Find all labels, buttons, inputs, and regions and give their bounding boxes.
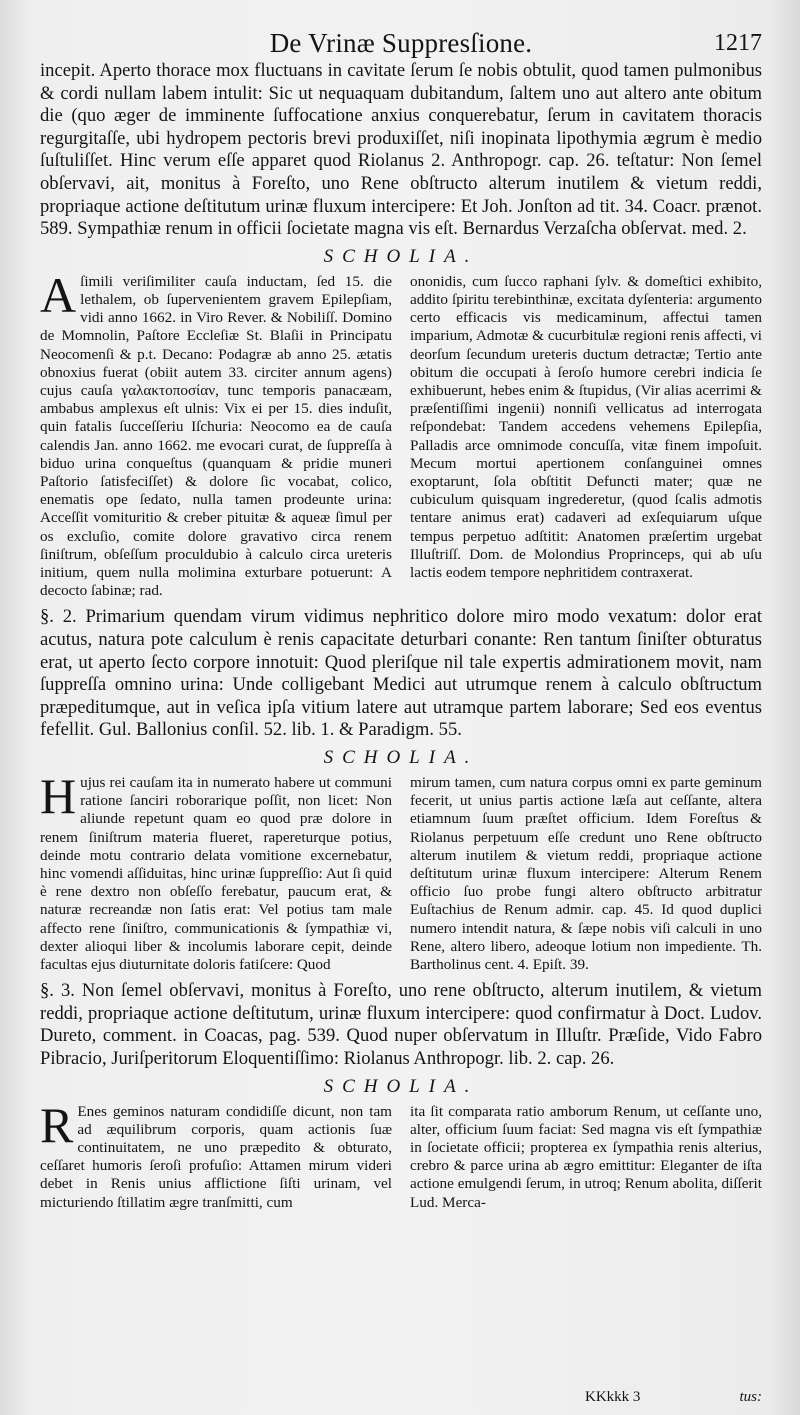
page-header <box>40 26 762 60</box>
running-title: De Vrinæ Suppresſione. <box>269 28 533 58</box>
section-3-paragraph: §. 3. Non ſemel obſervavi, monitus à Foreſto, uno rene obſtructo, alterum inutilem, & vietum reddi, propriaque actione deſtitutum, urinæ fluxum intercipere: quod confirmatur à Doct. Ludov. Dureto, comment. in Coacas, pag. 539. Quod nuper obſervatum in Illuſtr. Præſide, Vido Fabro Pibracio, Juriſperitorum Eloquentiſſimo: Riolanus Anthropogr. lib. 2. cap. 26. <box>40 980 762 1069</box>
scholia-3-left-text: Enes geminos naturam condidiſſe dicunt, non tam ad æquilibrum corporis, quam actionis ſuæ continuitatem, ne uno præpedito & obturato, ceſſaret humoris ſeroſi profuſio: Attamen mirum videri debet in Renis unius afflictione ſiſti urinam, vel micturiendo ſtillatim ægre tranſmitti, cum <box>40 1102 392 1211</box>
scholia-3-right-column: ita ſit comparata ratio amborum Renum, ut ceſſante uno, alter, officium ſuum faciat: Sed magna vis eſt ſympathiæ in ſocietate officii; propterea ex ſympathia renis alterius, crebro & parce urina ab ægro emittitur: Eleganter de iſta actione emulgendi ſerum, in utroq; Renum abolita, diſſerit Lud. Merca- <box>410 1102 762 1211</box>
scholia-heading-1: SCHOLIA. <box>323 245 479 267</box>
scholia-1-right-column: ononidis, cum ſucco raphani ſylv. & domeſtici exhibito, addito ſpiritu terebinthinæ, excitata dyſenteria: argumento certo efficacis vis medicaminum, affectui tamen imparium, Admotæ & cucurbitulæ regioni renis affecti, vi deorſum ſecundum ureteris ductum detractæ; Tertio ante obitum die occupati à ſeroſo humore cerebri indicia ſe exhibuerunt, hebes enim & ſtupidus, (Vir alias acerrimi & præſentiſſimi ingenii) nonniſi vellicatus ad interrogata reſpondebat: Tandem accedens vehemens Epilepſia, Palladis arce omnimode concuſſa, vitæ finem impoſuit. Mecum mortui apertionem conſanguinei omnes exoptarunt, ſola obſtitit Defuncti mater; quæ ne cubiculum quisquam ingrederetur, (quod ſcalis admotis tentare animus erat) cadaveri ad exſequiarum uſque tempus perpetuo adſtitit: Anatomen præſertim urgebat Illuſtriſſ. Dom. de Molondius Proprinceps, qui ab uſu lactis eodem tempore nephritidem contraxerat. <box>410 272 762 581</box>
signature-mark: KKkkk 3 <box>585 1389 641 1405</box>
drop-cap: R <box>40 1096 74 1153</box>
page-number: 1217 <box>714 30 762 56</box>
scholia-1-left-text: ſimili veriſimiliter cauſa inductam, ſed 15. die lethalem, ob ſupervenientem gravem Epilepſiam, vidi anno 1662. in Viro Rever. & Nobiliſſ. Domino de Momnolin, Paſtore Eccleſiæ St. Blaſii in Principatu Neocomenſi & p.t. Decano: Podagræ ab anno 25. ætatis obnoxius fuerat (obiit autem 33. circiter annum agens) cujus cauſa γαλακτοποσίαν, tunc temporis panacæam, ambabus amplexus eſt ulnis: Vix ei per 15. dies induſit, quin fatalis ſucceſſeriu Iſchuria: Neocomo ea de cauſa calendis Jan. anno 1662. me evocari curat, de ſuppreſſa à biduo urina conqueſtus (quanquam & pridie muneri Paſtorio ſatisfeciſſet) & dolore ſic vocabat, colico, enematis ope ſedato, nulla tamen prodeunte urina: Acceſſit vomituritio & creber pituitæ & aqueæ ſimul per os excluſio, comite dolore gravativo circa renem ſiniſtrum, obſeſſum proculdubio à calculo circa ureteris initium, quem nulla molimina exturbare potuerunt: A decocto ſabinæ; rad. <box>40 272 392 600</box>
scholia-1-columns <box>40 266 762 601</box>
scholia-3-left-column <box>40 1096 392 1212</box>
scholia-heading-2: SCHOLIA. <box>323 746 479 768</box>
scholia-2-right-column: mirum tamen, cum natura corpus omni ex parte geminum fecerit, ut unius partis actione læſa aut ceſſante, altera etiamnum ſuum præſtet officium. Idem Foreſtus & Riolanus perpetuum eſſe credunt uno Rene obſtructo alterum inutilem & vietum reddi, propriaque actione deſtitutum urinæ fluxum intercipere: Alterum Renem officio ſuo probe fungi altero obſtructo arbitratur Euſtachius de Renum admir. cap. 45. Id quod duplici numero intendit natura, & ſæpe nobis viſi calculi in uno Rene, altero libero, adeoque lotium non impediente. Th. Bartholinus cent. 4. Epiſt. 39. <box>410 773 762 973</box>
page-footer <box>40 1389 762 1409</box>
catchword: tus: <box>739 1389 762 1405</box>
scholia-2-left-column <box>40 767 392 974</box>
scholia-heading-3: SCHOLIA. <box>323 1075 479 1097</box>
drop-cap: H <box>40 767 77 824</box>
scholia-3-columns <box>40 1096 762 1212</box>
scholia-1-left-column <box>40 266 392 601</box>
scholia-2-left-text: ujus rei cauſam ita in numerato habere ut communi ratione ſanciri roborarique poſſit, non licet: Non aliunde repetunt quam eo quod præ dolore in renem ſiniſtrum materia flueret, rapereturque potius, deinde motu contrario delata vomitione excernebatur, hinc vomendi aſſiduitas, hinc urinæ ſuppreſſio: Aut ſi quid è rene dextro non obſeſſo ferebatur, paucum erat, & naturæ recreandæ non ſatis erat: Vel potius tam male affecto rene ſiniſtro, communicationis & ſympathiæ vi, dexter alioqui liber & incolumis laborare cepit, deinde facultas ejus diuturnitate doloris fatiſcere: Quod <box>40 773 392 973</box>
scholia-2-columns <box>40 767 762 974</box>
intro-paragraph: incepit. Aperto thorace mox fluctuans in cavitate ſerum ſe nobis obtulit, quod tamen pulmonibus & cordi nullam labem intulit: Sic ut nequaquam dubitandum, ſaltem uno aut altero ante obitum die (quo æger de imminente ſuffocatione anxius conquerebatur, ſerum in cavitatem thoracis regurgitaſſe, ubi hydropem pectoris brevi produxiſſet, niſi inopinata lipothymia ægrum è medio ſuſtuliſſet. Hinc verum eſſe apparet quod Riolanus 2. Anthropogr. cap. 26. teſtatur: Non ſemel obſervavi, ait, monitus à Foreſto, uno Rene obſtructo alterum inutilem & vietum reddi, propriaque actione deſtitutum urinæ fluxum intercipere: Et Joh. Jonſton ad tit. 34. Coacr. prænot. 589. Sympathiæ renum in officii ſocietate magna vis eſt. Bernardus Verzaſcha obſervat. med. 2. <box>40 60 762 240</box>
drop-cap: A <box>40 266 77 323</box>
section-2-paragraph: §. 2. Primarium quendam virum vidimus nephritico dolore miro modo vexatum: dolor erat acutus, natura pote calculum è renis capacitate deturbari conante: Ren tantum ſiniſter obturatus erat, ut aperto ſecto corpore innotuit: Quod pleriſque nil tale expertis admirationem movit, nam ſuppreſſa omnino urina: Unde colligebant Medici aut utrumque renem à calculo obſtructum præpeditumque, aut in veſica ipſa vitium latere aut utramque partem laborare; Sed eos eventus fefellit. Gul. Ballonius conſil. 52. lib. 1. & Paradigm. 55. <box>40 606 762 741</box>
